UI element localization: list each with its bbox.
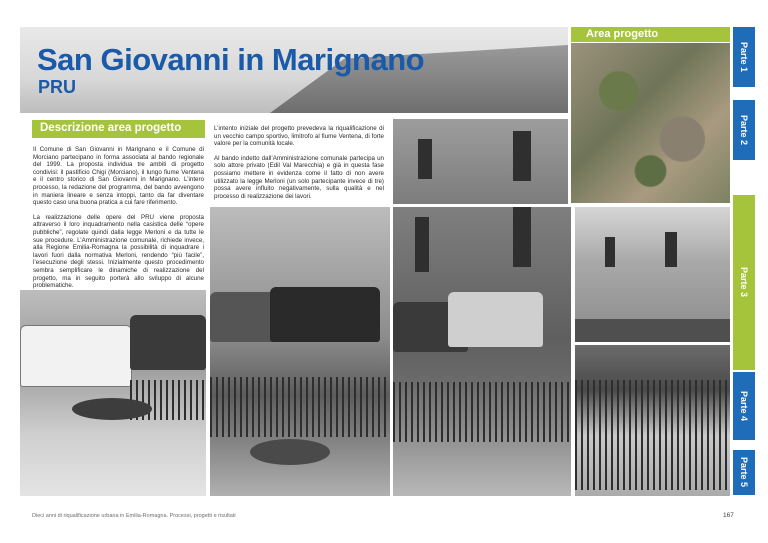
tab-parte-3[interactable]: Parte 3: [733, 195, 755, 370]
tab-parte-5[interactable]: Parte 5: [733, 450, 755, 495]
page-title: San Giovanni in Marignano: [37, 42, 425, 77]
paragraph: La realizzazione delle opere del PRU viene proposta attraverso il loro inquadramento nella casistica delle “opere pubbliche”, regolate quindi dalla legge Merloni e da tutte le sue procedure. L’Amministrazione comunale, richiede invece, alla Regione Emilia-Romagna la possibilità di inquadrare i lavori fuori dalla normativa Merloni, rendendo “più facile”, l’esecuzione degli stessi. Inizialmente questo procedimento sembra semplificare le dinamiche di realizzazione del progetto, ma in seguito porterà allo sviluppo di alcune problematiche.: [33, 213, 204, 290]
residential-building-photo: [575, 207, 730, 342]
page-number: 167: [723, 512, 734, 519]
window-shutter: [418, 139, 432, 179]
street-view-photo: [393, 207, 571, 496]
window-shutter: [605, 237, 615, 267]
car: [448, 292, 543, 347]
footer-caption: Dieci anni di riqualificazione urbana in Emilia-Romagna. Processi, progetti e risultati: [32, 513, 236, 519]
car: [270, 287, 380, 342]
window-shutter: [513, 207, 531, 267]
text-column-2: [214, 125, 384, 207]
flower-pot: [72, 398, 152, 420]
window-shutter: [513, 131, 531, 181]
area-heading-bar: [571, 27, 730, 42]
car: [130, 315, 206, 370]
paragraph: Al bando indetto dall’Amministrazione comunale partecipa un solo attore privato (Edil Val Marecchia) e già in questa fase possiamo mettere in evidenza come il fatto di non avere utilizzato la legge Merloni (un solo partecipante invece di tre) possa avere influito negativamente, sulla qualità e nel processo di realizzazione dei lavori.: [214, 154, 384, 200]
paragraph: L’intento iniziale del progetto prevedeva la riqualificazione di un vecchio campo sportivo, limitrofo al fiume Ventena, di forte valore per la comunità locale.: [214, 125, 384, 148]
parking-lot-photo: [210, 207, 390, 496]
aerial-photo: [571, 43, 730, 203]
railing: [393, 382, 571, 442]
tab-parte-4[interactable]: Parte 4: [733, 372, 755, 440]
car: [20, 325, 132, 387]
area-heading: Area progetto: [586, 28, 659, 40]
building-facade-photo: [393, 119, 568, 204]
railing: [210, 377, 390, 437]
description-heading: Descrizione area progetto: [40, 122, 182, 134]
window-shutter: [415, 217, 429, 272]
railing: [575, 380, 730, 490]
flower-pot: [250, 439, 330, 465]
hedge: [575, 319, 730, 342]
tab-parte-1[interactable]: Parte 1: [733, 27, 755, 87]
window-shutter: [665, 232, 677, 267]
paragraph: Il Comune di San Giovanni in Marignano e il Comune di Morciano partecipano in forma associata al bando regionale del 1999. La proposta individua tre ambiti di progetto condivisi: il pastificio Chigi (Morciano), il lungo fiume Ventena e il centro storico di San Giovanni in Marignano. L’intero processo, la redazione del programma, del bando avvengono in maniera lineare e senza intoppi, tanto da far diventare questo caso una buona pratica a cui fare riferimento.: [33, 146, 204, 207]
tab-parte-2[interactable]: Parte 2: [733, 100, 755, 160]
text-column-1: [33, 146, 204, 297]
parking-lot-photo: [20, 290, 206, 496]
description-heading-bar: [32, 120, 205, 138]
garden-railing-photo: [575, 345, 730, 496]
page-subtitle: PRU: [38, 77, 77, 97]
